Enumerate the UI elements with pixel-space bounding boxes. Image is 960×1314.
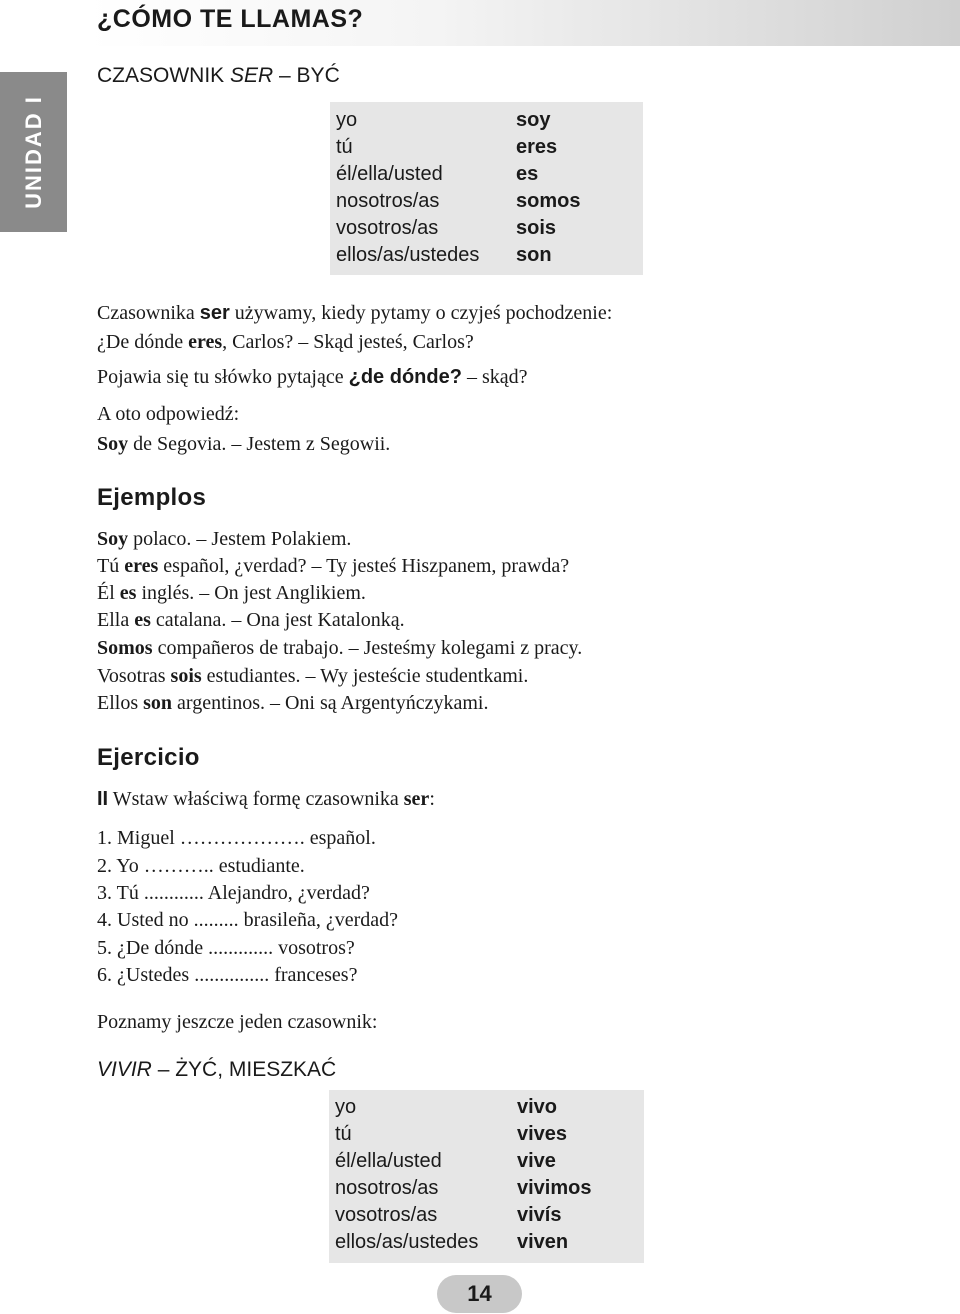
verb-form: sois bbox=[170, 665, 202, 687]
keyword-eres: eres bbox=[188, 331, 223, 353]
text: Tú bbox=[97, 555, 125, 577]
text: estudiantes. – Wy jesteście studentkami. bbox=[201, 665, 529, 687]
text: Pojawia się tu słówko pytające bbox=[97, 366, 349, 388]
verb-form: es bbox=[119, 582, 137, 604]
pronoun: tú bbox=[336, 136, 353, 158]
ejemplos-heading: Ejemplos bbox=[97, 484, 207, 511]
text: Ella bbox=[97, 609, 135, 631]
text: – skąd? bbox=[461, 366, 528, 388]
table-row bbox=[329, 1177, 644, 1204]
unit-label: UNIDAD I bbox=[20, 95, 46, 209]
pronoun: nosotros/as bbox=[335, 1177, 439, 1199]
ejercicio-heading: Ejercicio bbox=[97, 744, 200, 771]
table-row bbox=[330, 163, 643, 190]
keyword-ser: ser bbox=[403, 788, 430, 810]
verb-form: vivís bbox=[517, 1204, 562, 1226]
verb-form: somos bbox=[516, 190, 581, 212]
exercise-instruction bbox=[97, 788, 435, 811]
text: : bbox=[429, 788, 435, 810]
table-row bbox=[330, 136, 643, 163]
exercise-item: 1. Miguel ………………. español. bbox=[97, 827, 376, 849]
verb-form: vivo bbox=[517, 1096, 558, 1118]
exercise-item: 5. ¿De dónde ............. vosotros? bbox=[97, 937, 355, 959]
example-line bbox=[97, 637, 582, 660]
table-row bbox=[330, 244, 643, 271]
pronoun: yo bbox=[335, 1096, 357, 1118]
text: używamy, kiedy pytamy o czyjeś pochodzenie: bbox=[229, 302, 613, 324]
verb-form: es bbox=[134, 609, 151, 631]
table-row bbox=[330, 217, 643, 244]
table-row bbox=[329, 1123, 644, 1150]
ser-section-heading bbox=[97, 64, 340, 88]
keyword-soy: Soy bbox=[97, 433, 129, 455]
text: Él bbox=[97, 582, 120, 604]
verb-form: sois bbox=[516, 217, 557, 239]
text: polaco. – Jestem Polakiem. bbox=[128, 528, 352, 550]
pronoun: tú bbox=[335, 1123, 352, 1145]
example-line bbox=[97, 582, 366, 605]
text: inglés. – On jest Anglikiem. bbox=[136, 582, 366, 604]
explanation-line-4: A oto odpowiedź: bbox=[97, 403, 240, 425]
text: argentinos. – Oni są Argentyńczykami. bbox=[172, 692, 489, 714]
table-row bbox=[329, 1096, 644, 1123]
text: español, ¿verdad? – Ty jesteś Hiszpanem, prawda? bbox=[158, 555, 570, 577]
verb-form: Somos bbox=[97, 637, 153, 659]
table-row bbox=[329, 1231, 644, 1258]
keyword-ser: ser bbox=[199, 302, 230, 324]
pronoun: él/ella/usted bbox=[335, 1150, 442, 1172]
exercise-item: 4. Usted no ......... brasileña, ¿verdad? bbox=[97, 909, 399, 931]
ser-heading-suffix: – BYĆ bbox=[273, 64, 340, 87]
text: compañeros de trabajo. – Jesteśmy kolegami z pracy. bbox=[152, 637, 583, 659]
example-line bbox=[97, 528, 351, 551]
verb-form: viven bbox=[517, 1231, 569, 1253]
vivir-heading-verb: VIVIR bbox=[97, 1058, 152, 1081]
exercise-item: 2. Yo ……….. estudiante. bbox=[97, 855, 305, 877]
explanation-line-5 bbox=[97, 433, 390, 456]
pronoun: ellos/as/ustedes bbox=[336, 244, 480, 266]
text: Ellos bbox=[97, 692, 144, 714]
table-row bbox=[329, 1204, 644, 1231]
table-row bbox=[330, 190, 643, 217]
verb-form: vivimos bbox=[517, 1177, 592, 1199]
example-line bbox=[97, 609, 405, 632]
text: ¿De dónde bbox=[97, 331, 189, 353]
verb-form: vive bbox=[517, 1150, 556, 1172]
explanation-line-3 bbox=[97, 366, 528, 389]
unit-side-tab bbox=[0, 72, 67, 232]
verb-form: Soy bbox=[97, 528, 129, 550]
example-line bbox=[97, 665, 528, 688]
vivir-section-heading bbox=[97, 1058, 336, 1082]
verb-form: es bbox=[516, 163, 539, 185]
text: catalana. – Ona jest Katalonką. bbox=[150, 609, 405, 631]
table-row bbox=[330, 109, 643, 136]
exercise-item: 6. ¿Ustedes ............... franceses? bbox=[97, 964, 358, 986]
text: Vosotras bbox=[97, 665, 171, 687]
pronoun: nosotros/as bbox=[336, 190, 440, 212]
pronoun: vosotros/as bbox=[336, 217, 439, 239]
text: de Segovia. – Jestem z Segowii. bbox=[128, 433, 391, 455]
vivir-intro: Poznamy jeszcze jeden czasownik: bbox=[97, 1011, 378, 1033]
explanation-line-1 bbox=[97, 302, 612, 325]
vivir-heading-suffix: – ŻYĆ, MIESZKAĆ bbox=[151, 1058, 337, 1081]
pronoun: ellos/as/ustedes bbox=[335, 1231, 479, 1253]
page-number-badge bbox=[437, 1275, 522, 1313]
text: Czasownika bbox=[97, 302, 200, 324]
verb-form: eres bbox=[516, 136, 558, 158]
example-line bbox=[97, 692, 488, 715]
ser-heading-prefix: CZASOWNIK bbox=[97, 64, 231, 87]
page-title: ¿CÓMO TE LLAMAS? bbox=[97, 5, 364, 33]
text: Wstaw właściwą formę czasownika bbox=[108, 788, 404, 810]
pronoun: vosotros/as bbox=[335, 1204, 438, 1226]
text: , Carlos? – Skąd jesteś, Carlos? bbox=[222, 331, 474, 353]
verb-form: son bbox=[516, 244, 552, 266]
pronoun: yo bbox=[336, 109, 358, 131]
verb-form: soy bbox=[516, 109, 551, 131]
ser-conjugation-table bbox=[330, 102, 643, 275]
exercise-item: 3. Tú ............ Alejandro, ¿verdad? bbox=[97, 882, 370, 904]
verb-form: eres bbox=[124, 555, 159, 577]
verb-form: son bbox=[143, 692, 173, 714]
keyword-de-donde: ¿de dónde? bbox=[348, 366, 462, 388]
table-row bbox=[329, 1150, 644, 1177]
pronoun: él/ella/usted bbox=[336, 163, 443, 185]
exercise-number: II bbox=[97, 788, 109, 810]
verb-form: vives bbox=[517, 1123, 568, 1145]
explanation-line-2 bbox=[97, 331, 474, 354]
vivir-conjugation-table bbox=[329, 1090, 644, 1263]
ser-heading-verb: SER bbox=[230, 64, 274, 87]
page-number: 14 bbox=[467, 1281, 492, 1306]
example-line bbox=[97, 555, 569, 578]
